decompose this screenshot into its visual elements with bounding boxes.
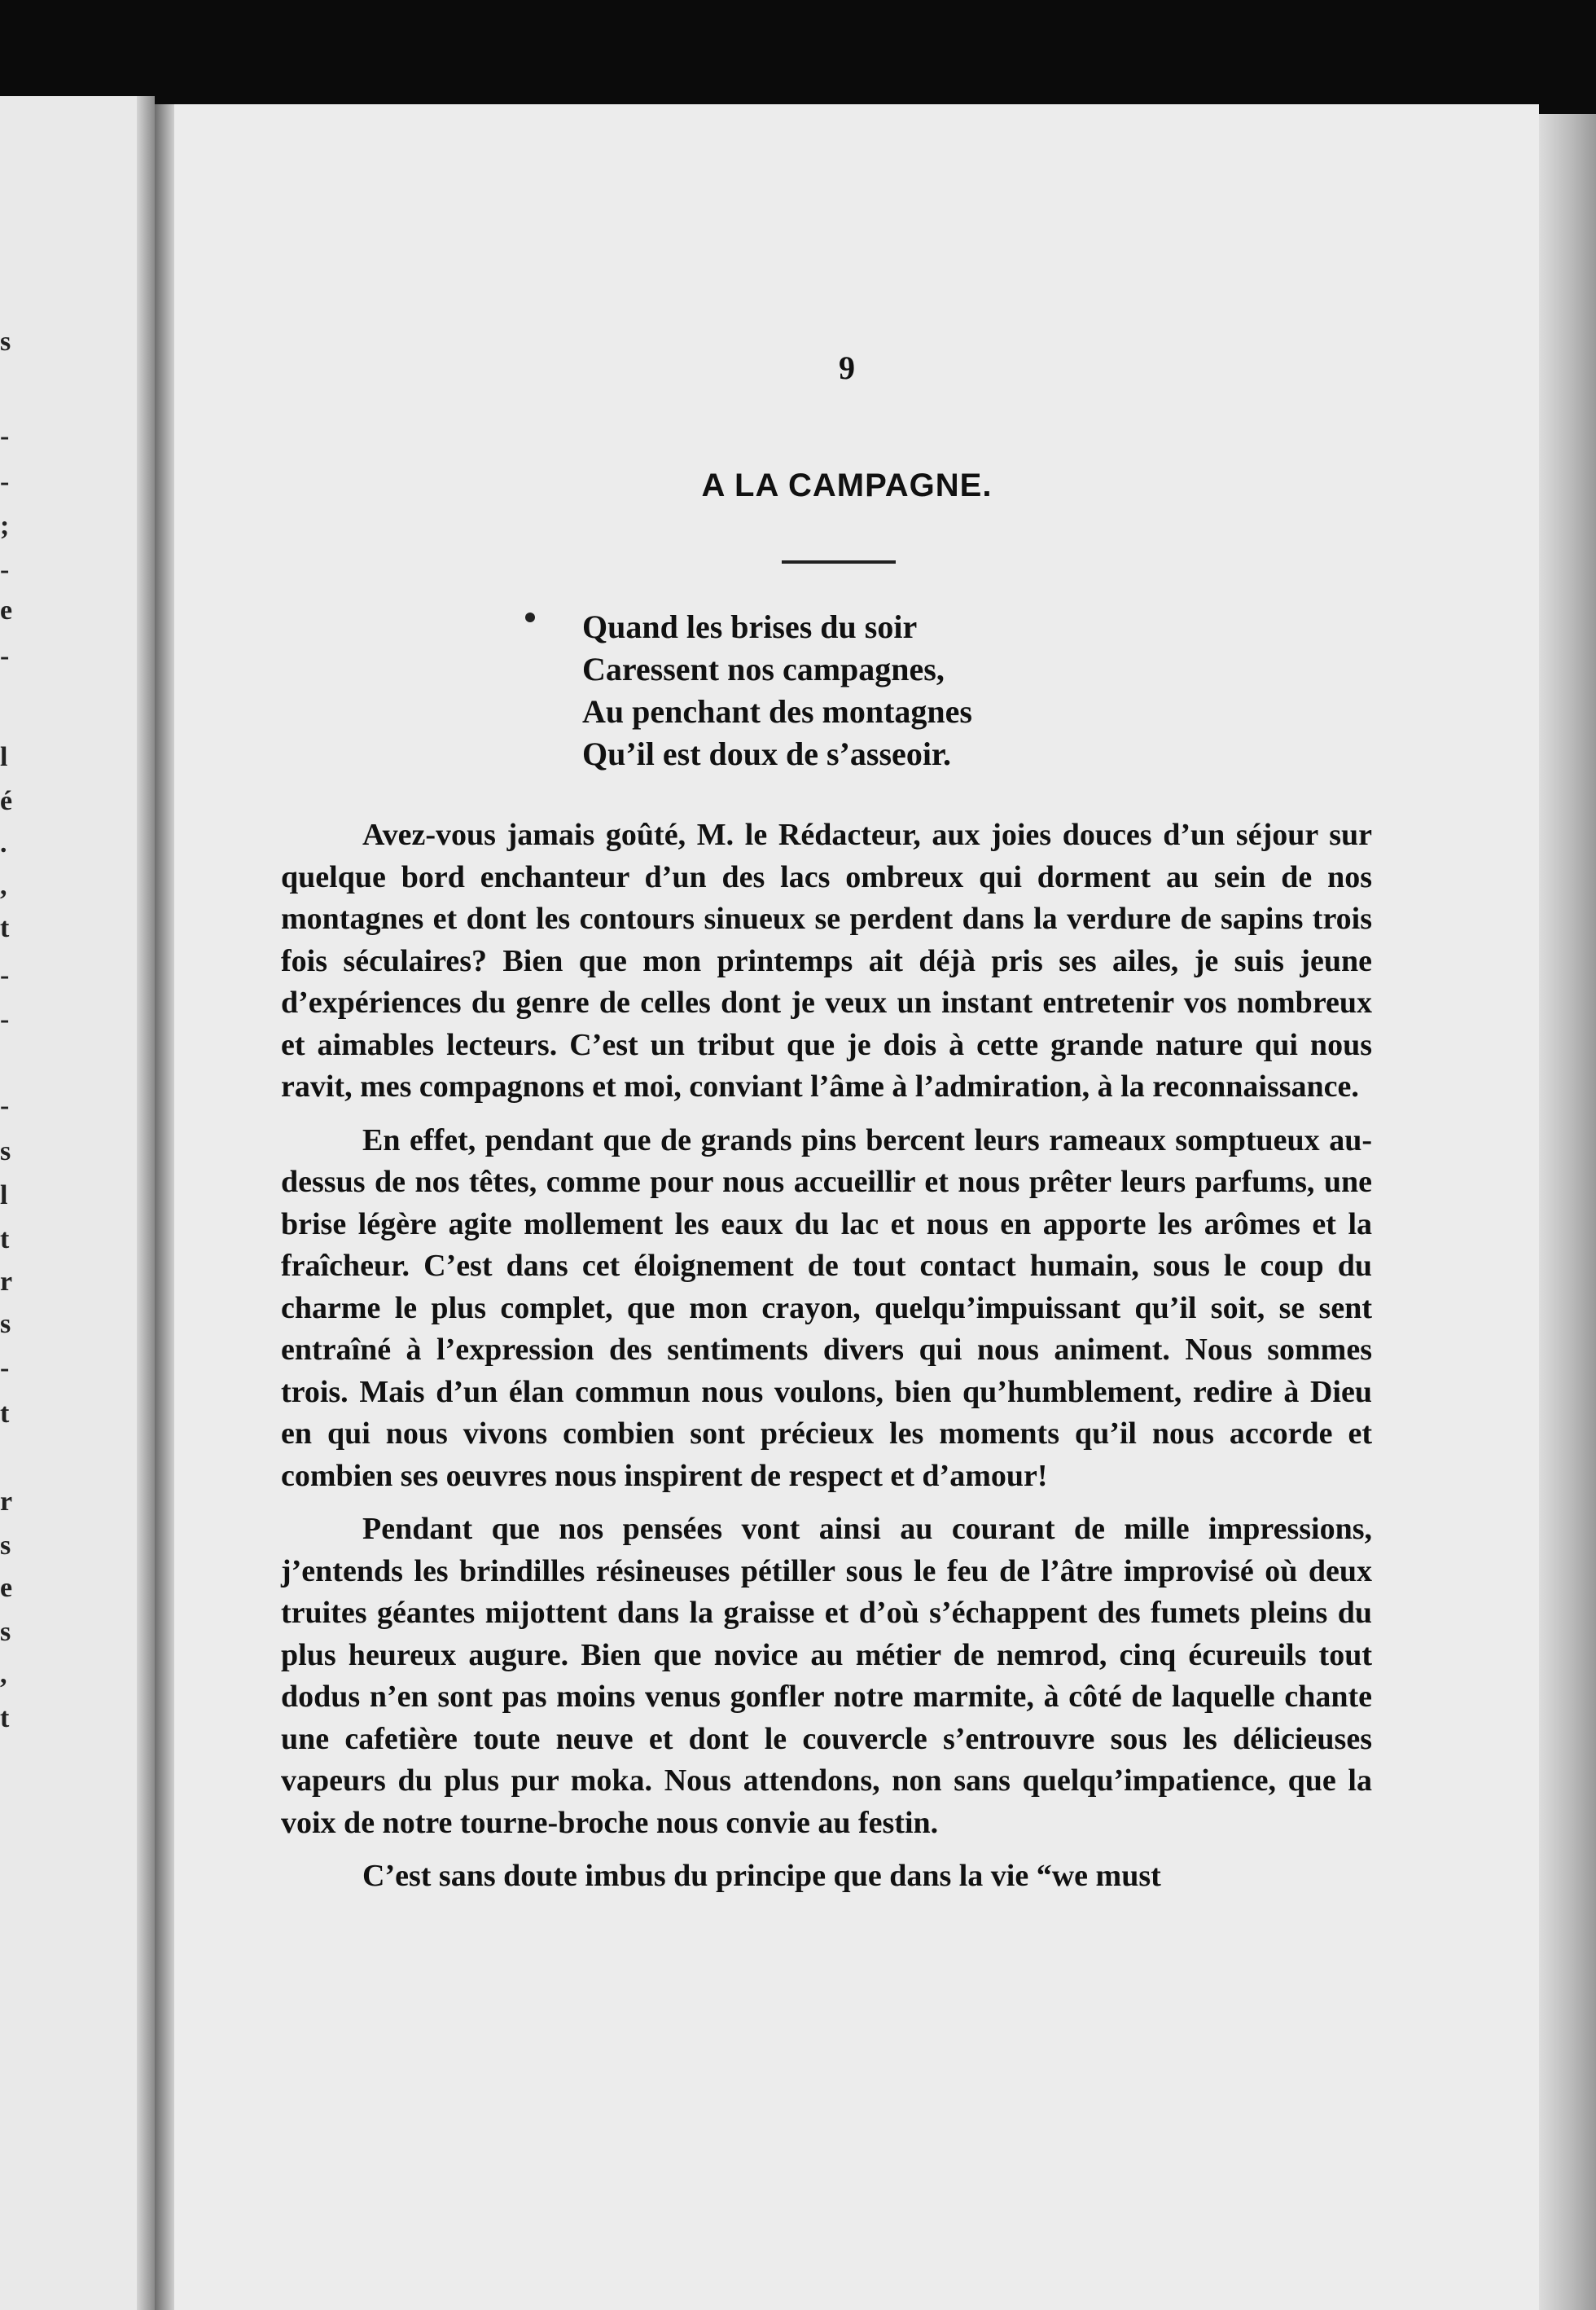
page-stack-edge [1539,114,1596,2310]
previous-page-edge [0,96,155,2310]
fragment: l [0,742,8,772]
poem-stanza [582,606,1315,775]
fragment: é [0,786,13,816]
fragment: e [0,1573,13,1603]
fragment: l [0,1180,8,1210]
fragment: - [0,960,10,990]
page-binding-shadow [155,104,174,2310]
fragment: - [0,1004,10,1034]
bullet-mark [525,613,535,622]
fragment: e [0,595,13,626]
poem-line: Au penchant des montagnes [582,693,972,730]
fragment: r [0,1487,13,1517]
previous-page-text-fragments [0,96,24,2310]
page-number: 9 [839,349,855,386]
fragment: t [0,1224,10,1254]
chapter-title: A LA CAMPAGNE. [701,468,993,503]
fragment: - [0,421,10,451]
fragment: s [0,327,11,357]
fragment: , [0,1659,7,1689]
fragment: r [0,1267,13,1297]
fragment: t [0,1399,10,1429]
fragment: - [0,467,10,497]
fragment: t [0,913,10,943]
paragraph: Pendant que nos pensées vont ainsi au courant de mille impressions, j’entends les brindilles résineuses pétiller sous le feu de l’âtre improvisé où deux truites géantes mijottent dans la graisse et d’où s’échappent des fumets pleins du plus heureux augure. Bien que novice au métier de nemrod, cinq écureuils tout dodus n’en sont pas moins venus gonfler notre marmite, à côté de laquelle chante une cafetière toute neuve et dont le couvercle s’entrouvre sous les délicieuses vapeurs du plus pur moka. Nous attendons, non sans quelqu’impatience, que la voix de notre tourne-broche nous convie au festin. [281,1512,1372,1840]
fragment: s [0,1530,11,1561]
poem-line: Qu’il est doux de s’asseoir. [582,736,952,772]
poem-line: Quand les brises du soir [582,608,918,645]
fragment: s [0,1617,11,1647]
fragment: , [0,871,7,901]
fragment: - [0,555,10,585]
paragraph: C’est sans doute imbus du principe que dans la vie “we must [362,1859,1161,1893]
fragment: ; [0,511,10,541]
paragraph: En effet, pendant que de grands pins bercent leurs rameaux somptueux au-dessus de nos têtes, comme pour nous accueillir et nous prêter leurs parfums, une brise légère agite mollement les eaux du lac et nous en apporte les arômes et la fraîcheur. C’est dans cet éloignement de tout contact humain, sous le coup du charme le plus complet, que mon crayon, quelqu’impuissant qu’il soit, se sent entraîné à l’expression des sentiments divers qui nous animent. Nous sommes trois. Mais d’un élan commun nous voulons, bien qu’humblement, redire à Dieu en qui nous vivons combien sont précieux les moments qu’il nous accorde et combien ses oeuvres nous inspirent de respect et d’amour! [281,1122,1372,1493]
fragment: - [0,1353,10,1383]
fragment: - [0,1091,10,1121]
fragment: - [0,641,10,671]
book-page [155,104,1539,2310]
paragraph: Avez-vous jamais goûté, M. le Rédacteur, aux joies douces d’un séjour sur quelque bord enchanteur d’un des lacs ombreux qui dorment au sein de nos montagnes et dont les contours sinueux se perdent dans la verdure de sapins trois fois séculaires? Bien que mon printemps ait déjà pris ses ailes, je suis jeune d’expériences du genre de celles dont je veux un instant entretenir vos nombreux et aimables lecteurs. C’est un tribut que je dois à cette grande nature qui nous ravit, mes compagnons et moi, conviant l’âme à l’admiration, à la reconnaissance. [281,818,1372,1104]
fragment: . [0,828,7,859]
title-divider [782,560,896,564]
page-gutter [137,96,155,2310]
body-text [281,815,1372,1898]
fragment: s [0,1309,11,1339]
fragment: t [0,1703,10,1733]
fragment: s [0,1136,11,1166]
poem-line: Caressent nos campagnes, [582,651,945,687]
